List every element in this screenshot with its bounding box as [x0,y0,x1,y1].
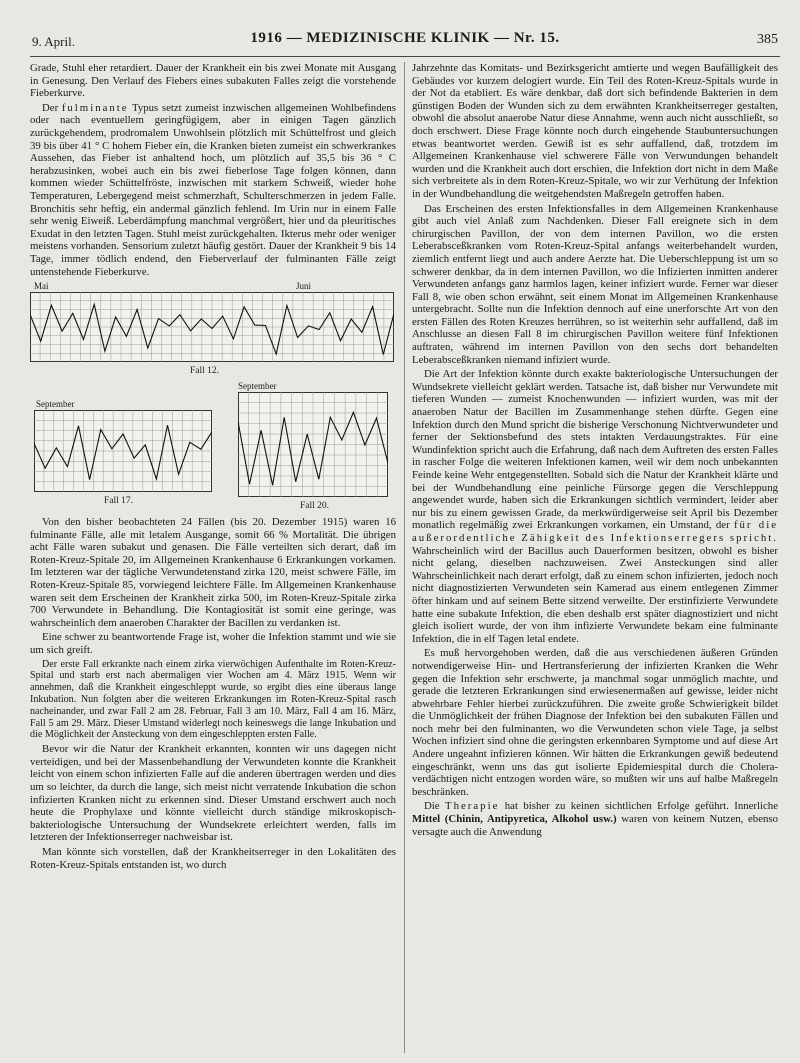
paragraph: Das Erscheinen des ersten Infektionsfalles in dem Allgemeinen Krankenhause gibt auch viel Anlaß zum Nachdenken. Dieser Fall ereignete sich in dem chirurgischen Pavillon, der von dem internen Pavillon, wo die ersten Leberabsceßkranken vom Roten-Kreuz-Spital anfangs weiterbehandelt wurden, ziemlich entfernt liegt und auch andere Aerzte hat. Die Ueberschleppung ist um so schwerer denkbar, da in dem internen Pavillon, wo die Infizierten inmitten anderer Verwundeten anfangs ganz harmlos lagen, keiner infiziert wurde. Ferner war dieser Fall 8, wie oben schon erwähnt, seit einem Monat im Allgemeinen Krankenhause untergebracht. Sollte nun die Infektion dennoch auf eine unerforschte Art von den ersten Fällen des Roten Kreuzes herrühren, so ist weiterhin sehr auffallend, daß im Anschlusse an diesen Fall 8 im chirurgischen Pavillon weitere fünf Infektionen auftraten, während im internen Pavillon von den sechs dort behandelten Leberabsceßkranken niemand infiziert wurde. [412,202,778,366]
paragraph-small-print: Der erste Fall erkrankte nach einem zirka vierwöchigen Aufenthalte im Roten-Kreuz-Spital und starb erst nach abermaligen vier Wochen am 4. März 1915. Wenn wir annehmen, daß die Krankheit eingeschleppt wurde, so ergibt dies eine überaus lange Inkubation. Nun folgten aber die weiteren Erkrankungen im Roten-Kreuz-Spital rasch nacheinander, und zwar Fall 2 am 28. Februar, Fall 3 am 10. März, Fall 4 am 16. März, Fall 5 am 29. März. Dieser Umstand widerlegt noch keineswegs die lange Inkubation und die Möglichkeit der Ansteckung von dem eingeschleppten ersten Falle. [30,658,396,741]
paragraph [30,102,396,278]
paragraph: Grade, Stuhl eher retardiert. Dauer der Krankheit ein bis zwei Monate mit Ausgang in Genesung. Den Verlauf des Fiebers eines subakuten Falles zeigt die vorstehende Fieberkurve. [30,62,396,100]
running-header [32,30,778,54]
paragraph: Jahrzehnte das Komitats- und Bezirksgericht amtierte und wegen Baufälligkeit des Gebäudes vor kurzem delogiert wurde. Ein Teil des Roten-Kreuz-Spitals wurde in der Not da etabliert. Es wäre denkbar, daß dort sich befindende Bakterien in dem günstigen Boden der Wunden sich zu dem erwähnten Krankheitserreger gestalten, obwohl die absolut anaerobe Natur diese Annahme, wenn auch nicht ausschließt, so doch erschwert. Diese Frage könnte noch durch eingehende Staubuntersuchungen etwas beantwortet werden. Gewiß ist es sehr auffallend, daß, trotzdem im Allgemeinen Krankenhause viel schwerere Fälle von Verwundungen behandelt wurden und die Krankheit auch dort erschien, die Infektion dort nicht in dem Maße sich verbreitete als in dem Roten-Kreuz-Spitale, wo wir zur Verhütung der Infektion in der Wundbehandlung die weitgehendsten Maßregeln getroffen haben. [412,62,778,200]
spaced-term: Therapie [445,800,500,813]
text-run: Die [424,800,445,813]
fever-chart-fall-20 [238,392,388,497]
spaced-term: für die außerordentliche Zähigkeit des Infektionserregers spricht. [412,519,778,544]
text-run: Typus setzt zumeist inzwischen allgemeinen Wohlbefindens oder nach eventuellem geringfügigem, aber in einigen Tagen gänzlich zurückgehendem, prodromalem Unwohlsein plötzlich mit Schüttelfrost und gleich 39 bis über 41 ° C hohem Fieber ein, die Kranken bieten zumeist ein schwerkrankes Aussehen, das Fieber ist anhaltend hoch, um plötzlich auf 35,5 bis 36 ° C herabzusinken, wobei auch ein bis zwei fieberlose Tage folgen können, dann kommen wieder Schüttelfröste, inzwischen mit starkem Schweiß, wieder hohe Temperaturen, Lebergegend meist schmerzhaft, Schulterschmerzen in jedem Falle. Bronchitis sehr heftig, ein andermal gänzlich fehlend. Im Urin nur in einem Falle sehr wenig Eiweiß. Leberdämpfung manchmal vergrößert, hier und da pleuritisches Exudat in den letzten Tagen. Stuhl meist zurückgehalten. Ikterus mehr oder weniger meistens vorhanden. Sensorium zuletzt häufig gestört. Dauer der Krankheit 9 bis 14 Tage, immer tödlich endend, den Fieberverlauf der fulminanten Fälle zeigt untenstehende Fieberkurve. [30,101,396,278]
header-journal-title: 1916 — MEDIZINISCHE KLINIK — Nr. 15. [250,30,560,46]
text-run: Die Art der Infektion könnte durch exakte bakteriologische Untersuchungen der Wundsekrete vielleicht geklärt werden. Tatsache ist, daß bisher nur Verwundete mit tieferen Wunden — zumeist Knochenwunden — infiziert wurden, was mit der anaeroben Natur der Bacillen im Zusammenhange stehen dürfte. Gegen eine Infektion durch den Mund spricht die bisherige Verschonung Nichtverwundeter und ferner der Sektionsbefund des stets intakten Verdauungstraktes. Für eine Wundinfektion spricht auch die Erfahrung, daß nach dem Auftreten des ersten Falles in rascher Folge die weiteren Infektionen kamen, weil wir dem noch unbekannten Feinde keine Wehr entgegenstellten. Sobald sich die Natur der Krankheit klärte und bei der Wundbehandlung eine peinliche Fürsorge gegen die Verschleppung angewendet wurde, haben sich die Erkrankungen sichtlich vermindert, leider aber nur bis zu einem gewissen Grade, da merkwürdigerweise seit April bis Dezember monatlich regelmäßig zwei Erkrankungen vorkamen, ein Umstand, der [412,368,778,532]
header-date: 9. April. [32,34,75,49]
right-column [412,62,778,840]
paragraph: Man könnte sich vorstellen, daß der Krankheitserreger in den Lokalitäten des Roten-Kreuz-Spitals entstanden ist, wo durch [30,845,396,871]
fig17-month: September [36,399,75,410]
fig12-caption: Fall 12. [190,366,220,377]
column-divider [404,62,405,1053]
fever-charts [30,280,396,512]
paragraph [412,800,778,838]
fig20-caption: Fall 20. [300,501,330,512]
fever-chart-fall-12 [30,292,394,362]
paragraph: Es muß hervorgehoben werden, daß die aus verschiedenen äußeren Gründen notwendigerweise Hin- und Hertransferierung der infizierten Kranken die Wehr gegen die Infektion sehr erschwerte, ja manchmal sogar unmöglich machte, und gerade die letzteren Erkrankungen sind erwiesenermaßen auf gewisse, leider nicht abwehrbare Fehler hierbei zurückzuführen. Die zweite große Schwierigkeit bildet die Unmöglichkeit der frühen Diagnose der Infektion bei den subakuten Fällen und noch mehr bei den fulminanten, wo die Verwundeten schon viele Tage, ja selbst Wochen infiziert sind ohne die geringsten erkennbaren Symptome und auf diese Art Andere ungeahnt infizieren können. Wir hätten die Erkrankungen gewiß bedeutend eingeschränkt, wenn uns das gut isolierte Epidemiespital durch die Cholera-verdächtigen nicht entzogen worden wäre, so mußten wir uns auf halbe Maßregeln beschränken. [412,647,778,798]
fever-chart-fall-17 [34,410,212,492]
fig12-month-left: Mai [34,281,49,292]
paragraph: Von den bisher beobachteten 24 Fällen (bis 20. Dezember 1915) waren 16 fulminante Fälle, alle mit letalem Ausgange, somit 66 % Mortalität. Die übrigen acht Fälle waren subakut und genasen. Die Fälle verteilten sich derart, daß im Roten-Kreuz-Spitale 20, im Allgemeinen Krankenhause 6 Erkrankungen vorkamen. Im letzteren war der tägliche Verwundetenstand zirka 120, meist schwere Fälle, im Roten-Kreuz-Spitale 85, vorwiegend leichtere Fälle. Im Allgemeinen Krankenhause waren seit dem Erscheinen der Krankheit zirka 500, im Roten-Kreuz-Spitale zirka 700 Verwundete in Behandlung. Die Kontagiosität ist somit eine geringe, was wahrscheinlich dem anaeroben Charakter der Bacillen zu verdanken ist. [30,516,396,629]
text-run: waren von keinem Nutzen, ebenso versagte auch die Anwendung [412,813,778,838]
paragraph: Bevor wir die Natur der Krankheit erkannten, konnten wir uns dagegen nicht verteidigen, und bei der Massenbehandlung der Verwundeten konnte die Krankheit leicht von einem schon infizierten Falle auf die anderen übertragen werden und dies um so leichter, da durch die lange, sich meist nicht verratende Inkubation die schon infizierten Kranken nicht zu erkennen sind. Dieser Umstand erschwert auch noch heute die Prophylaxe und könnte vielleicht durch ständige mikroskopisch-bakteriologische Untersuchung der Wundsekrete erleichtert werden, falls im letzteren der Infektionserreger nachweisbar ist. [30,743,396,844]
paragraph [412,368,778,645]
paragraph: Eine schwer zu beantwortende Frage ist, woher die Infektion stammt und wie sie um sich greift. [30,631,396,657]
page-number: 385 [757,32,778,47]
left-column [30,62,396,873]
spaced-term: fulminante [61,101,129,114]
text-run: Der [42,101,62,114]
fig20-month: September [238,381,277,392]
text-run: Wahrscheinlich wird der Bacillus auch Dauerformen besitzen, obwohl es bisher nicht gelang, dieselben nachzuweisen. Zwei Ansteckungen sind aller Wahrscheinlichkeit nach derart erfolgt, daß zu einem schon infizierten, jedoch noch nicht diagnostizierten Verwundeten sein Kamerad aus einem entlegenen Zimmer öfter hinkam und auf seinem Bette sitzend verweilte. Der erstinfizierte Verwundete hatte eine subakute Infektion, die eben deshalb erst später diagnostiziert und nicht gleich isoliert wurde, der von ihm infizierte Verwundete bekam eine fulminante Infektion, die in elf Tagen letal endete. [412,544,778,645]
fig12-month-right: Juni [296,281,312,292]
header-rule [30,56,780,57]
bold-term: Mittel (Chinin, Antipyretica, Alkohol usw.) [412,813,617,826]
fig17-caption: Fall 17. [104,496,134,507]
text-run: hat bisher zu keinen sichtlichen Erfolge geführt. Innerliche [499,800,778,813]
